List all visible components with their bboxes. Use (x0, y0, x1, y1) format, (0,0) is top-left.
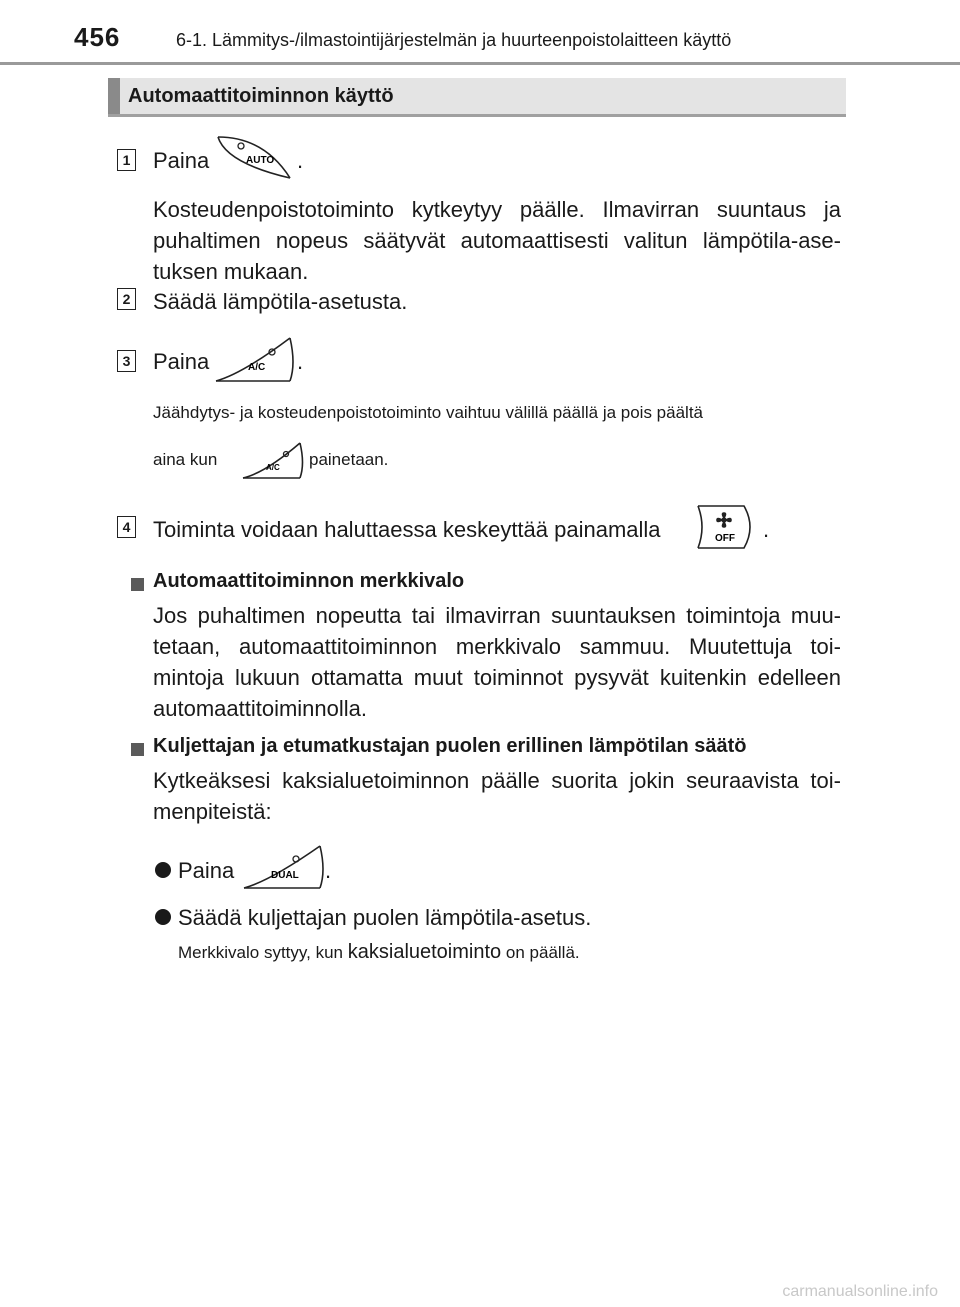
subsection-2-text: Kytkeäksesi kaksialuetoiminnon päälle suorita jokin seuraavista toi-menpiteistä: (153, 768, 841, 824)
note-end: on päällä. (505, 943, 580, 962)
step-3-note-line-2-end: painetaan. (309, 450, 389, 469)
subsection-1-text: Jos puhaltimen nopeutta tai ilmavirran suuntauksen toimintoja muu-tetaan, automaattitoiminnon merkkivalo sammuu. Muutettuja toi-mintoja lukuun ottamatta muut toiminnot pysyvät kuitenkin edelleen automaattitoiminnolla. (153, 603, 841, 721)
step-3-label: Paina (153, 349, 210, 374)
step-1-text (153, 145, 209, 176)
section-heading-accent (108, 78, 120, 114)
step-4-period: . (763, 517, 770, 542)
step-3-note-line-2-start: aina kun (153, 450, 218, 469)
step-4-text: Toiminta voidaan haluttaessa keskeyttää painamalla (153, 517, 661, 542)
list-bullet-2 (155, 909, 171, 925)
note-start: Merkkivalo syttyy, kun (178, 943, 344, 962)
chapter-title: 6-1. Lämmitys-/ilmastointijärjestelmän ja huurteenpoistolaitteen käyttö (176, 30, 732, 50)
step-2-text: Säädä lämpötila-asetusta. (153, 289, 408, 314)
off-button-label: OFF (715, 533, 735, 544)
ac-button-icon (212, 334, 294, 386)
step-number-4: 4 (117, 516, 136, 538)
step-3-note-line-1: Jäähdytys- ja kosteudenpoistotoiminto vaihtuu välillä päällä ja pois päältä (153, 403, 704, 422)
ac-button-label: A/C (248, 362, 266, 373)
subsection-1-heading: Automaattitoiminnon merkkivalo (153, 570, 465, 592)
ac-button-small-label: A/C (266, 463, 280, 472)
subsection-2-note (178, 940, 580, 965)
dual-button-icon (240, 843, 324, 893)
off-button-icon (694, 503, 760, 551)
ac-button-small-icon (240, 440, 304, 482)
list-item-2-text: Säädä kuljettajan puolen lämpötila-asetus. (178, 905, 592, 930)
auto-button-icon (214, 133, 294, 183)
fan-icon (717, 513, 731, 527)
step-number-3: 3 (117, 350, 136, 372)
step-3-period: . (297, 349, 304, 374)
list-item-1-label: Paina (178, 858, 235, 883)
list-item-1-period: . (325, 858, 332, 883)
list-bullet-1 (155, 862, 171, 878)
note-emphasis: kaksialuetoiminto (347, 941, 502, 963)
step-1-description: Kosteudenpoistotoiminto kytkeytyy päälle. Ilmavirran suuntaus ja puhaltimen nopeus säätyvät automaattisesti valitun lämpötila-ase-tuksen mukaan. (153, 197, 841, 284)
step-1-label: Paina (153, 148, 210, 173)
page-number: 456 (74, 22, 121, 52)
step-number-2: 2 (117, 288, 136, 310)
auto-button-label: AUTO (246, 155, 275, 166)
subsection-2-heading: Kuljettajan ja etumatkustajan puolen erillinen lämpötilan säätö (153, 735, 747, 757)
subsection-1-bullet (131, 578, 144, 591)
dual-button-label: DUAL (271, 870, 299, 881)
header-divider (0, 62, 960, 65)
watermark: carmanualsonline.info (782, 1283, 938, 1300)
subsection-2-bullet (131, 743, 144, 756)
section-heading: Automaattitoiminnon käyttö (128, 85, 394, 107)
section-heading-bar (108, 78, 846, 117)
step-number-1: 1 (117, 149, 136, 171)
step-1-period: . (297, 148, 304, 173)
